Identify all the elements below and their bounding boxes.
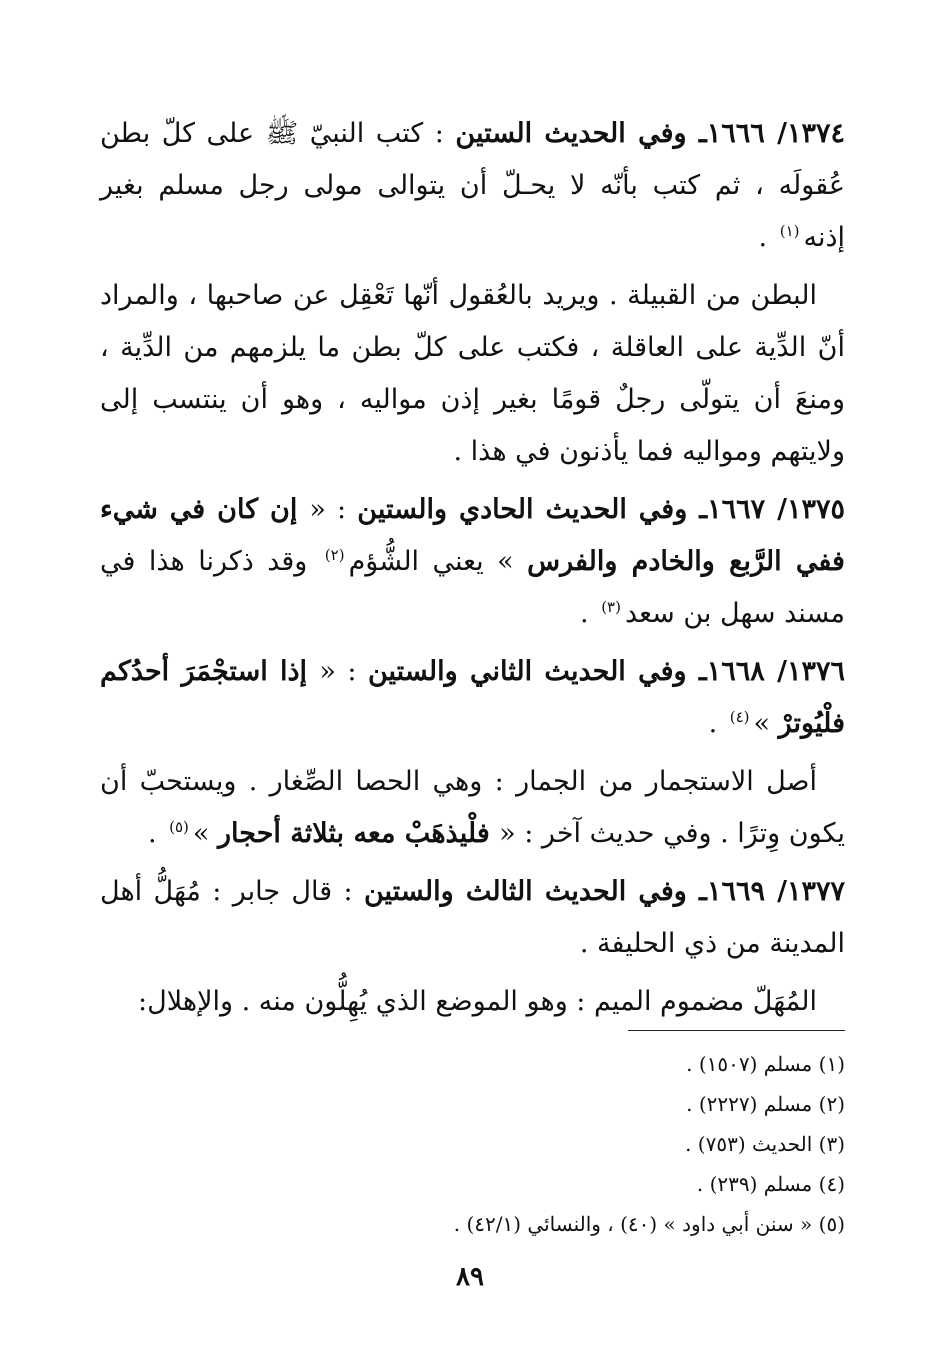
hadith-1376 xyxy=(100,646,845,750)
hadith-end: . xyxy=(708,708,726,739)
footnote-3: (٣) الحديث (٧٥٣) . xyxy=(685,1132,845,1156)
commentary-1374 xyxy=(100,270,845,478)
hadith-1375 xyxy=(100,484,845,640)
commentary-end: . xyxy=(147,818,166,849)
hadith-text: : كتب النبيّ ﷺ على كلّ بطن عُقولَه ، ثم كتب بأنّه لا يحـلّ أن يتوالى مولى رجل مسلم بغير إذنه xyxy=(100,118,845,253)
footnotes xyxy=(100,1044,845,1244)
commentary-quote: فلْيذهَبْ معه بثلاثة أحجار xyxy=(218,818,500,849)
footnote-ref-1: (١) xyxy=(779,222,800,240)
commentary-1377 xyxy=(100,976,845,1028)
footnote-ref-3: (٣) xyxy=(601,598,621,616)
hadith-text-2: » xyxy=(753,708,779,739)
footnote-1: (١) مسلم (١٥٠٧) . xyxy=(686,1052,845,1076)
page-number: ٨٩ xyxy=(456,1262,484,1292)
footnote-ref-5: (٥) xyxy=(169,818,189,836)
commentary-text: البطن من القبيلة . ويريد بالعُقول أنّها تَعْقِل عن صاحبها ، والمراد أنّ الدِّية على العاقلة ، فكتب على كلّ بطن ما يلزمهم من الدِّية ، ومنعَ أن يتولّى رجلٌ قومًا بغير إذن مواليه ، وهو أن ينتسب إلى ولايتهم ومواليه فما يأذنون في هذا . xyxy=(100,280,845,467)
footnote-5: (٥) « سنن أبي داود » (٤٠) ، والنسائي (٤٢/١) . xyxy=(453,1212,845,1236)
hadith-quote: إن كان في شيء ففي الرَّبع والخادم والفرس xyxy=(100,494,845,577)
hadith-text-3: وقد ذكرنا هذا في مسند سهل بن سعد xyxy=(100,546,845,629)
hadith-number: ١٣٧٤/ ١٦٦٦ـ xyxy=(698,118,846,149)
hadith-heading: وفي الحديث الثالث والستين xyxy=(363,876,700,907)
hadith-1374 xyxy=(100,108,845,264)
hadith-number: ١٣٧٦/ ١٦٦٨ـ xyxy=(698,656,846,687)
hadith-end: . xyxy=(758,222,776,253)
footnote-separator xyxy=(628,1030,845,1031)
hadith-text: : « xyxy=(309,494,358,525)
commentary-1376 xyxy=(100,756,845,860)
hadith-heading: وفي الحديث الثاني والستين xyxy=(367,656,699,687)
hadith-heading: وفي الحديث الستين xyxy=(455,118,699,149)
hadith-text: : قال جابر : مُهَلُّ أهل المدينة من ذي الحليفة . xyxy=(100,876,845,959)
footnote-4: (٤) مسلم (٢٣٩) . xyxy=(696,1172,845,1196)
footnote-2: (٢) مسلم (٢٢٢٧) . xyxy=(686,1092,845,1116)
hadith-text: : « xyxy=(319,656,368,687)
commentary-text: أصل الاستجمار من الجمار : وهي الحصا الصِّغار . ويستحبّ أن يكون وِترًا . وفي حديث آخر : « xyxy=(100,766,845,849)
hadith-number: ١٣٧٥/ ١٦٦٧ـ xyxy=(699,494,846,525)
hadith-text-2: » يعني الشُّؤم xyxy=(348,546,528,577)
main-text xyxy=(100,108,845,1034)
footnote-ref-4: (٤) xyxy=(729,708,750,726)
commentary-text: المُهَلّ مضموم الميم : وهو الموضع الذي يُهِلُّون منه . والإهلال: xyxy=(138,986,817,1017)
hadith-number: ١٣٧٧/ ١٦٦٩ـ xyxy=(699,876,846,907)
commentary-text-2: » xyxy=(192,818,218,849)
hadith-1377 xyxy=(100,866,845,970)
footnote-ref-2: (٢) xyxy=(324,546,345,564)
hadith-quote: إذا استجْمَرَ أحدُكم فلْيُوترْ xyxy=(100,656,845,739)
hadith-end: . xyxy=(580,598,598,629)
hadith-heading: وفي الحديث الحادي والستين xyxy=(357,494,700,525)
